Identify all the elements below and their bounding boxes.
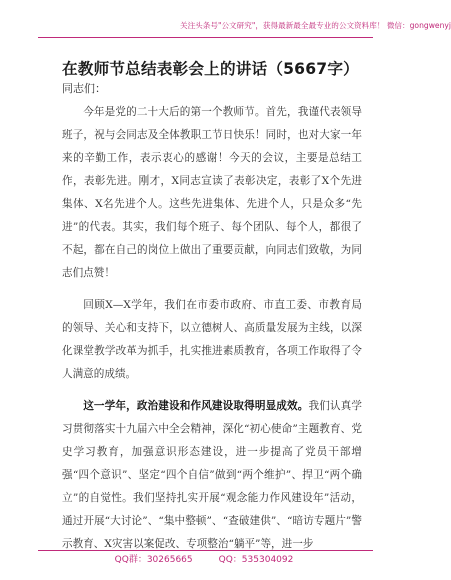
paragraph: 今年是党的二十大后的第一个教师节。首先，我谨代表领导班子，祝与会同志及全体教职工节日快乐！同时，也对大家一年来的辛勤工作，表示衷心的感谢！今天的会议，主要是总结工作，表彰先进。刚才，X同志宣读了表彰决定，表彰了X个先进集体、X名先进个人。这些先进集体、先进个人，只是众多“先进”的代表。其实，我们每个班子、每个团队、每个人，都很了不起，都在自己的岗位上做出了重要贡献，向同志们致敬，为同志们点赞！ — [62, 106, 362, 279]
section-paragraph — [62, 395, 362, 556]
footer — [0, 552, 408, 565]
header-divider — [38, 37, 373, 38]
footer-divider — [38, 550, 373, 551]
paragraph: 回顾X—X学年，我们在市委市政府、市直工委、市教育局的领导、关心和支持下，以立德树人、高质量发展为主线，以深化课堂教学改革为抓手，扎实推进素质教育，各项工作取得了令人满意的成绩。 — [62, 299, 362, 380]
footer-qq-group: QQ群：30265665 — [114, 555, 193, 565]
document-title: 在教师节总结表彰会上的讲话（5667字） — [62, 60, 359, 78]
header-banner: 关注头条号"公文研究"，获得最新最全最专业的公文资料库！ 微信：gongwenyj — [180, 21, 451, 30]
footer-qq: QQ：535304092 — [218, 555, 294, 565]
salutation: 同志们： — [62, 82, 106, 95]
section-heading: 这一学年，政治建设和作风建设取得明显成效。 — [83, 400, 309, 412]
section-text: 我们认真学习贯彻落实十九届六中全会精神，深化“初心使命”主题教育、党史学习教育，加强意识形态建设，进一步提高了党员干部增强“四个意识”、坚定“四个自信”做到“两个维护”、捍卫“两个确立”的自觉性。我们坚持扎实开展“观念能力作风建设年”活动，通过开展“大讨论”、“集中整顿”、“查破建供”、“暗访专题片”警示教育、X灾害以案促改、专项整治“躺平”等，进一步 — [62, 400, 363, 550]
document-body — [62, 101, 362, 556]
